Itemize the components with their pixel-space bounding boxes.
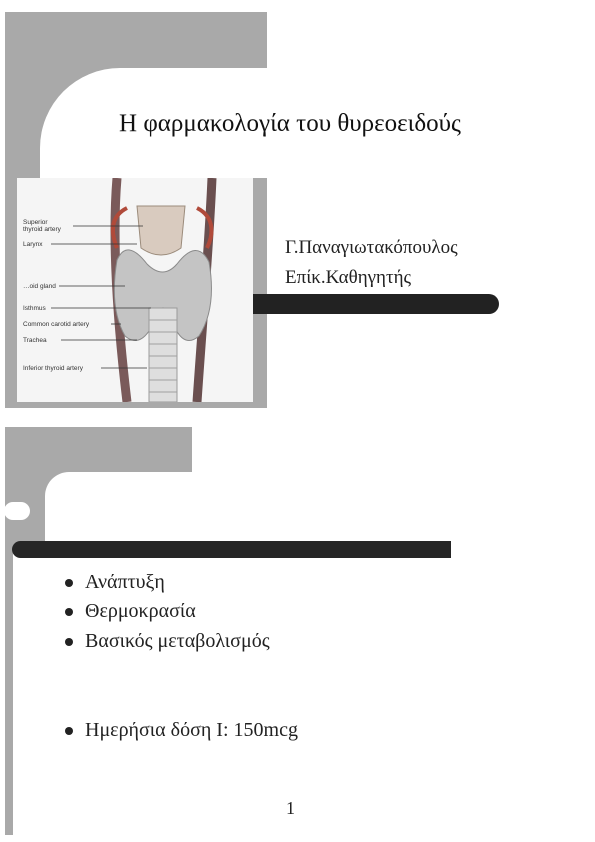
slide2-white-notch <box>4 502 30 520</box>
bullet-dot <box>65 579 73 587</box>
label-isthmus: Isthmus <box>23 305 46 312</box>
bullet-text: Βασικός μεταβολισμός <box>85 630 270 652</box>
slide2-dark-bar <box>12 541 451 558</box>
bullet-dot <box>65 638 73 646</box>
bullet-dot <box>65 727 73 735</box>
label-common-carotid-artery: Common carotid artery <box>23 321 90 328</box>
label-larynx: Larynx <box>23 241 43 248</box>
label-inferior-thyroid-artery: Inferior thyroid artery <box>23 365 83 372</box>
bullet-dot <box>65 608 73 616</box>
slide2-grey-edge <box>5 545 13 835</box>
bullet-text: Ανάπτυξη <box>85 571 165 593</box>
label-trachea: Trachea <box>23 337 47 344</box>
slide2-white-panel <box>45 472 595 552</box>
author-block <box>285 233 458 293</box>
thyroid-anatomy-illustration <box>17 178 253 402</box>
thyroid-anatomy-drawing <box>17 178 253 402</box>
label-thyroid-gland: …oid gland <box>23 283 56 290</box>
author-role: Επίκ.Καθηγητής <box>285 267 412 288</box>
bullet-text: Θερμοκρασία <box>85 600 196 622</box>
author-name: Γ.Παναγιωτακόπουλος <box>285 237 458 258</box>
bullet-item <box>65 571 165 594</box>
page-number: 1 <box>286 798 295 818</box>
label-superior: Superior <box>23 219 48 226</box>
slide1-title: Η φαρμακολογία του θυρεοειδούς <box>119 110 461 137</box>
slide1-dark-bar <box>253 294 499 314</box>
bullet-item <box>65 630 270 653</box>
bullet-item-dose <box>65 719 298 742</box>
label-superior-thyroid-artery: thyroid artery <box>23 226 61 233</box>
dose-text: Ημερήσια δόση Ι: 150mcg <box>85 719 298 741</box>
bullet-item <box>65 600 196 623</box>
